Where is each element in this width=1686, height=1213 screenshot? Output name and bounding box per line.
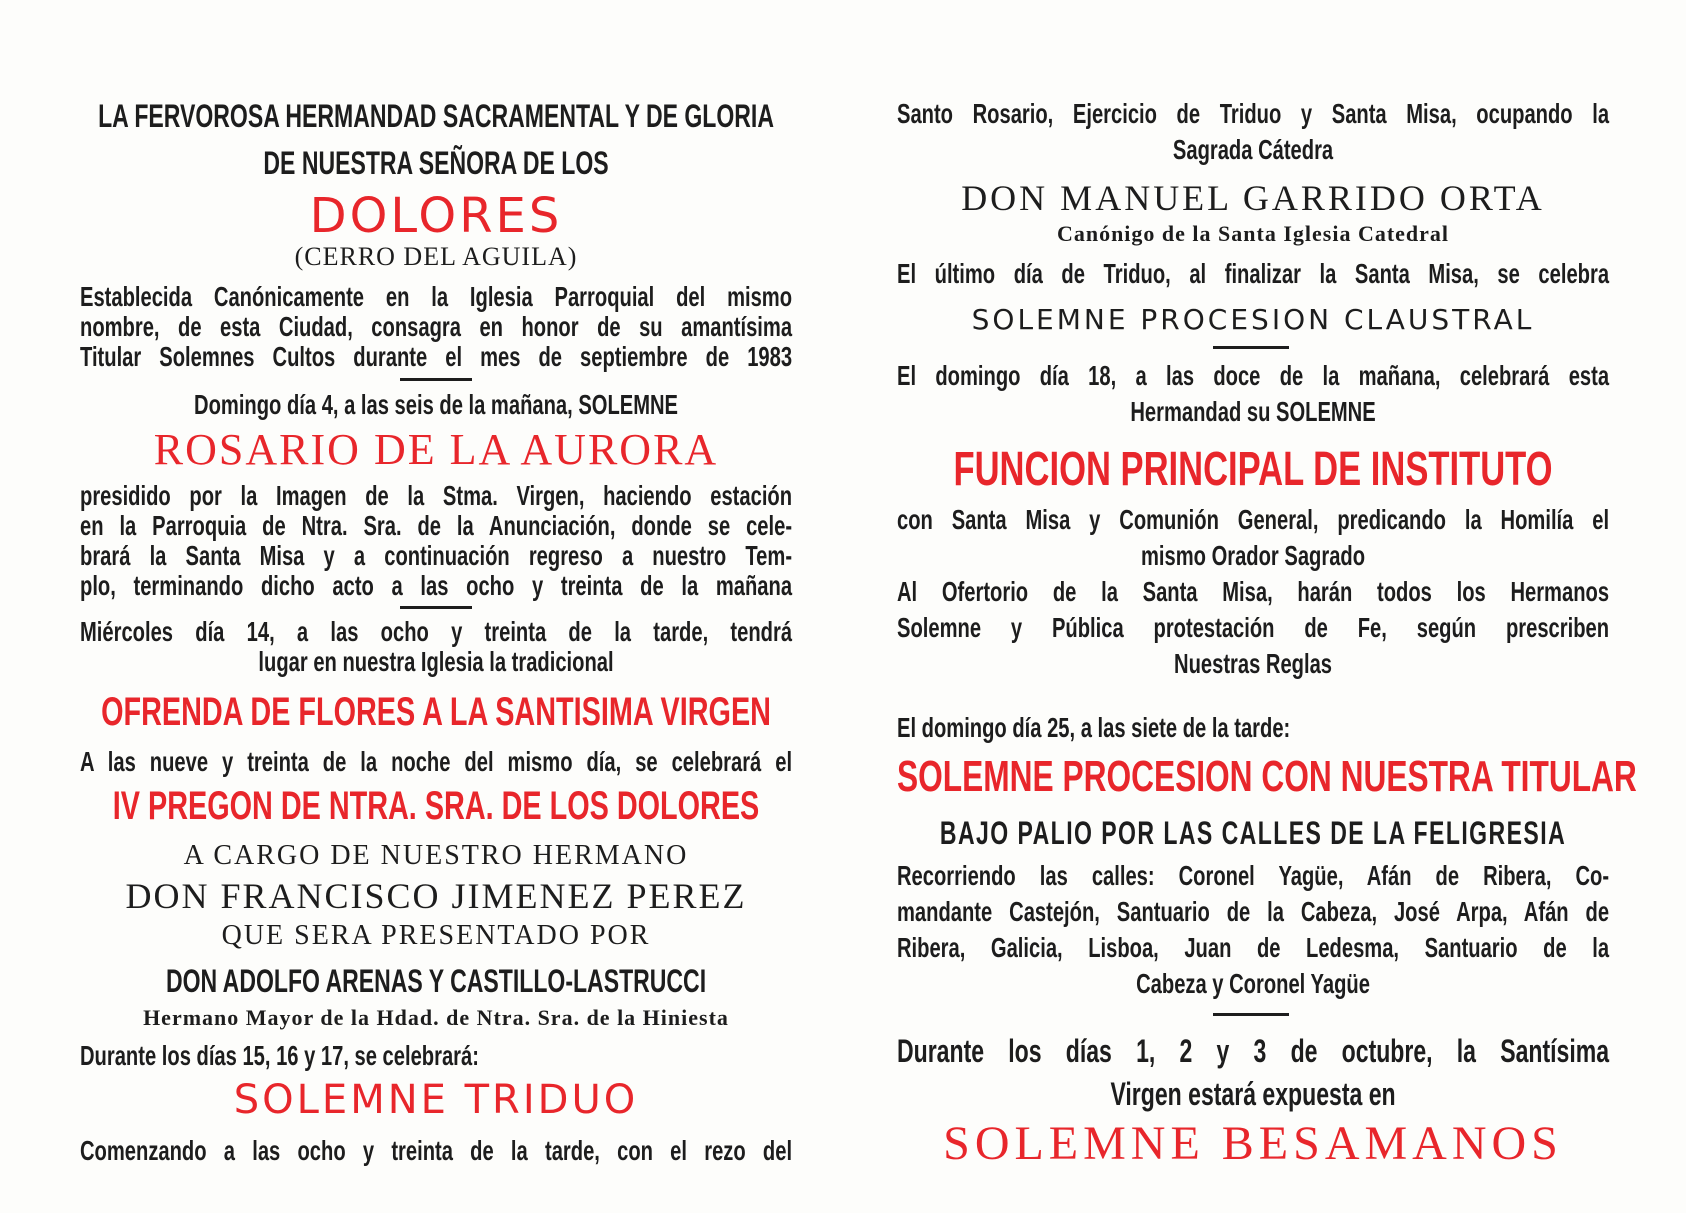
- function-line-1: con Santa Misa y Comunión General, predicando la Homilía el: [897, 504, 1610, 535]
- function-intro-line-2: Hermandad su SOLEMNE: [1130, 396, 1376, 427]
- intro-line-2: nombre, de esta Ciudad, consagra en honor de su amantísima: [80, 311, 793, 342]
- title-rosario-de-la-aurora: ROSARIO DE LA AURORA: [153, 425, 719, 474]
- rosary-line-1: presidido por la Imagen de la Stma. Virgen, haciendo estación: [80, 480, 793, 511]
- title-funcion-principal: FUNCION PRINCIPAL DE INSTITUTO: [953, 443, 1553, 496]
- intro-line-1: Establecida Canónicamente en la Iglesia Parroquial del mismo: [80, 281, 793, 312]
- function-line-2: mismo Orador Sagrado: [1140, 540, 1366, 571]
- procession-subtitle: BAJO PALIO POR LAS CALLES DE LA FELIGRESIA: [939, 815, 1567, 851]
- title-solemne-besamanos: SOLEMNE BESAMANOS: [943, 1117, 1563, 1170]
- triduo-line-2: Santo Rosario, Ejercicio de Triduo y Santa Misa, ocupando la: [897, 98, 1610, 129]
- divider: [400, 606, 472, 609]
- procession-intro: El domingo día 25, a las siete de la tarde:: [897, 712, 1291, 743]
- claustral-intro: El último día de Triduo, al finalizar la Santa Misa, se celebra: [897, 258, 1610, 289]
- intro-line-3: Titular Solemnes Cultos durante el mes de septiembre de 1983: [80, 341, 793, 372]
- route-line-4: Cabeza y Coronel Yagüe: [1136, 968, 1370, 999]
- preacher-name: DON MANUEL GARRIDO ORTA: [961, 178, 1545, 218]
- pregon-intro: A las nueve y treinta de la noche del mismo día, se celebrará el: [80, 746, 793, 777]
- title-dolores: DOLORES: [309, 188, 563, 244]
- offering-intro-line-2: lugar en nuestra Iglesia la tradicional: [258, 646, 614, 677]
- triduo-line-1: Comenzando a las ocho y treinta de la tarde, con el rezo del: [80, 1135, 793, 1166]
- presenter-title: Hermano Mayor de la Hdad. de Ntra. Sra. de la Hiniesta: [143, 1005, 729, 1030]
- triduo-intro: Durante los días 15, 16 y 17, se celebrará:: [80, 1040, 479, 1071]
- pregon-speaker-name: DON FRANCISCO JIMENEZ PEREZ: [125, 876, 747, 916]
- title-solemne-triduo: SOLEMNE TRIDUO: [233, 1077, 639, 1123]
- title-solemne-procesion: SOLEMNE PROCESION CON NUESTRA TITULAR: [897, 752, 1637, 801]
- profession-line-2: Solemne y Pública protestación de Fe, según prescriben: [897, 612, 1610, 643]
- offering-intro-line-1: Miércoles día 14, a las ocho y treinta de la tarde, tendrá: [80, 616, 793, 647]
- route-line-3: Ribera, Galicia, Lisboa, Juan de Ledesma, Santuario de la: [897, 932, 1610, 963]
- triduo-line-3: Sagrada Cátedra: [1172, 134, 1334, 165]
- presenter-name: DON ADOLFO ARENAS Y CASTILLO-LASTRUCCI: [165, 963, 707, 999]
- brotherhood-name-line-2: DE NUESTRA SEÑORA DE LOS: [263, 145, 609, 181]
- divider: [1213, 1013, 1289, 1016]
- route-line-2: mandante Castejón, Santuario de la Cabeza, José Arpa, Afán de: [897, 896, 1610, 927]
- rosary-line-2: en la Parroquia de Ntra. Sra. de la Anunciación, donde se cele-: [80, 510, 793, 541]
- title-iv-pregon: IV PREGON DE NTRA. SRA. DE LOS DOLORES: [112, 784, 760, 828]
- route-line-1: Recorriendo las calles: Coronel Yagüe, Afán de Ribera, Co-: [897, 860, 1610, 891]
- title-ofrenda-de-flores: OFRENDA DE FLORES A LA SANTISIMA VIRGEN: [101, 690, 771, 734]
- function-intro-line-1: El domingo día 18, a las doce de la mañana, celebrará esta: [897, 360, 1610, 391]
- divider: [1213, 346, 1289, 349]
- profession-line-3: Nuestras Reglas: [1174, 648, 1333, 679]
- besamanos-intro-line-1: Durante los días 1, 2 y 3 de octubre, la Santísima: [897, 1033, 1610, 1069]
- rosary-line-3: brará la Santa Misa y a continuación regreso a nuestro Tem-: [80, 540, 793, 571]
- profession-line-1: Al Ofertorio de la Santa Misa, harán todos los Hermanos: [897, 576, 1610, 607]
- subtitle-cerro-del-aguila: (CERRO DEL AGUILA): [294, 242, 578, 271]
- pregon-speaker-intro: A CARGO DE NUESTRO HERMANO: [183, 840, 689, 871]
- rosary-line-4: plo, terminando dicho acto a las ocho y treinta de la mañana: [80, 570, 793, 601]
- besamanos-intro-line-2: Virgen estará expuesta en: [1110, 1076, 1396, 1112]
- title-procesion-claustral: SOLEMNE PROCESION CLAUSTRAL: [971, 303, 1535, 336]
- rosary-intro: Domingo día 4, a las seis de la mañana, SOLEMNE: [194, 389, 679, 420]
- presenter-intro: QUE SERA PRESENTADO POR: [221, 920, 651, 951]
- divider: [400, 378, 472, 381]
- brotherhood-name-line-1: LA FERVOROSA HERMANDAD SACRAMENTAL Y DE GLORIA: [98, 98, 774, 134]
- preacher-title: Canónigo de la Santa Iglesia Catedral: [1056, 221, 1450, 246]
